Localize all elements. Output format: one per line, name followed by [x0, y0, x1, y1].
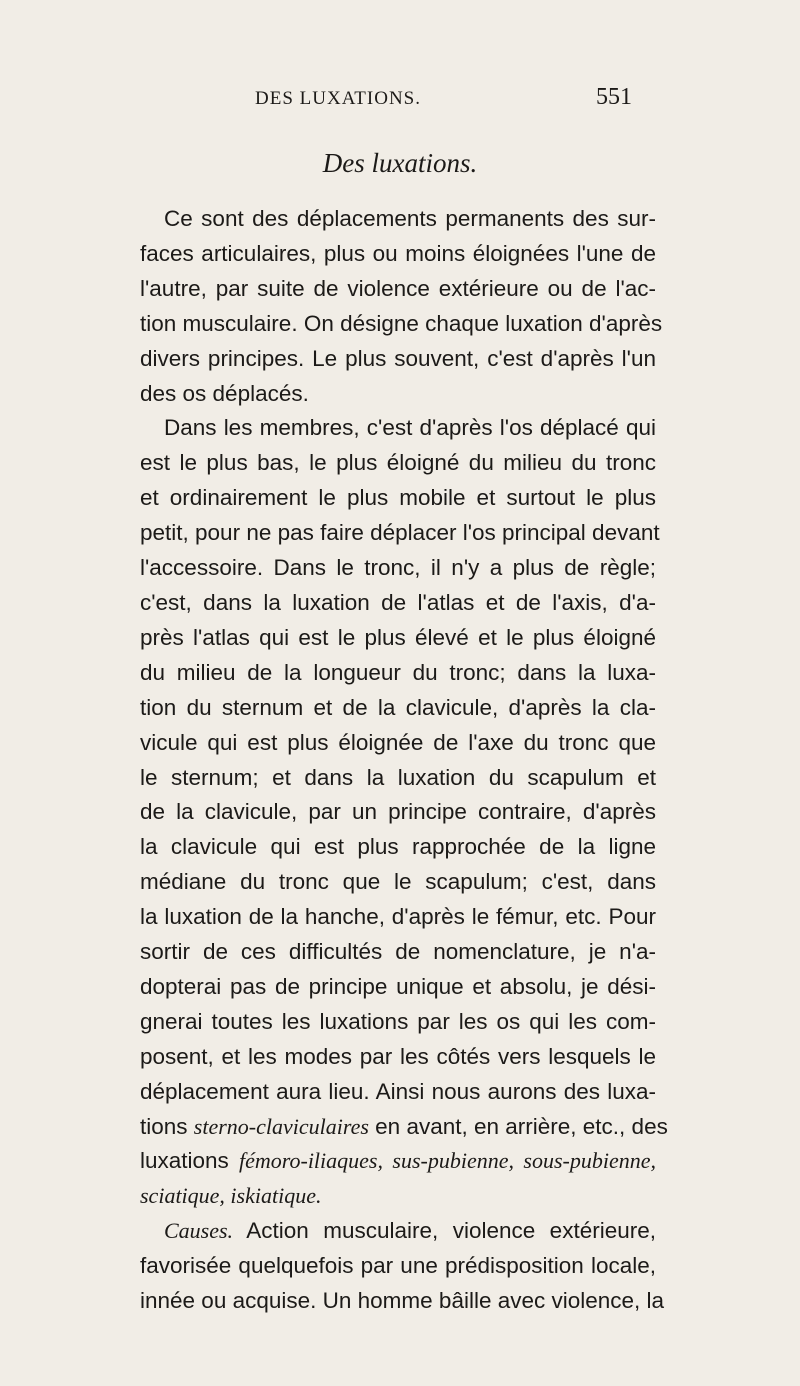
text-line: la luxation de la hanche, d'après le fémur, etc. Pour [140, 904, 656, 930]
text-line: près l'atlas qui est le plus élevé et le plus éloigné [140, 624, 656, 650]
text-line: sortir de ces difficultés de nomenclature, je n'a- [140, 939, 656, 965]
running-title: DES LUXATIONS. [255, 88, 421, 109]
text-line: dopterai pas de principe unique et absolu, je dési- [140, 973, 656, 999]
text-line: Ce sont des déplacements permanents des sur- [164, 206, 656, 231]
text-line [140, 1110, 668, 1145]
text-line [140, 1179, 656, 1214]
text-line: petit, pour ne pas faire déplacer l'os principal devant [140, 520, 660, 546]
body-text [140, 202, 668, 1319]
text-line: c'est, dans la luxation de l'atlas et de l'axis, d'a- [140, 589, 656, 615]
text-segment: luxations [140, 1148, 239, 1174]
text-line: innée ou acquise. Un homme bâille avec violence, la [140, 1288, 665, 1314]
text-line: divers principes. Le plus souvent, c'est d'après l'un [140, 345, 656, 371]
text-line: des os déplacés. [140, 380, 309, 406]
text-line [140, 1144, 656, 1179]
text-line: tion musculaire. On désigne chaque luxation d'après [140, 310, 663, 336]
text-line: l'accessoire. Dans le tronc, il n'y a plus de règle; [140, 555, 656, 581]
text-line: de la clavicule, par un principe contraire, d'après [140, 799, 656, 825]
text-line: vicule qui est plus éloignée de l'axe du tronc que [140, 729, 656, 755]
text-line: Dans les membres, c'est d'après l'os déplacé qui [164, 415, 656, 441]
italic-segment: Causes. [164, 1218, 234, 1244]
page-number: 551 [596, 84, 632, 110]
italic-segment: fémoro-iliaques, sus-pubienne, sous-pubienne, [238, 1148, 656, 1174]
italic-segment: sterno-claviculaires [193, 1113, 369, 1139]
text-segment: Action musculaire, violence extérieure, [233, 1218, 656, 1244]
text-line: posent, et les modes par les côtés vers lesquels le [140, 1043, 656, 1069]
text-line: le sternum; et dans la luxation du scapulum et [140, 764, 656, 790]
text-line: médiane du tronc que le scapulum; c'est, dans [140, 869, 656, 895]
text-line: est le plus bas, le plus éloigné du milieu du tronc [140, 450, 656, 476]
text-line: faces articulaires, plus ou moins éloignées l'une de [140, 240, 656, 266]
text-line [140, 1214, 656, 1249]
running-head [0, 84, 800, 114]
text-segment: en avant, en arrière, etc., des [368, 1113, 668, 1139]
text-line: déplacement aura lieu. Ainsi nous aurons des luxa- [140, 1078, 656, 1104]
text-line: l'autre, par suite de violence extérieure ou de l'ac- [140, 275, 656, 301]
text-line: favorisée quelquefois par une prédisposition locale, [140, 1253, 656, 1279]
chapter-title: Des luxations. [322, 148, 478, 178]
text-segment: tions [140, 1113, 194, 1139]
text-line: et ordinairement le plus mobile et surtout le plus [140, 485, 656, 511]
text-line: tion du sternum et de la clavicule, d'après la cla- [140, 694, 656, 720]
text-line: la clavicule qui est plus rapprochée de la ligne [140, 834, 656, 860]
text-line: gnerai toutes les luxations par les os qui les com- [140, 1008, 656, 1034]
italic-segment: sciatique, iskiatique. [140, 1183, 322, 1209]
text-line: du milieu de la longueur du tronc; dans la luxa- [140, 659, 656, 685]
